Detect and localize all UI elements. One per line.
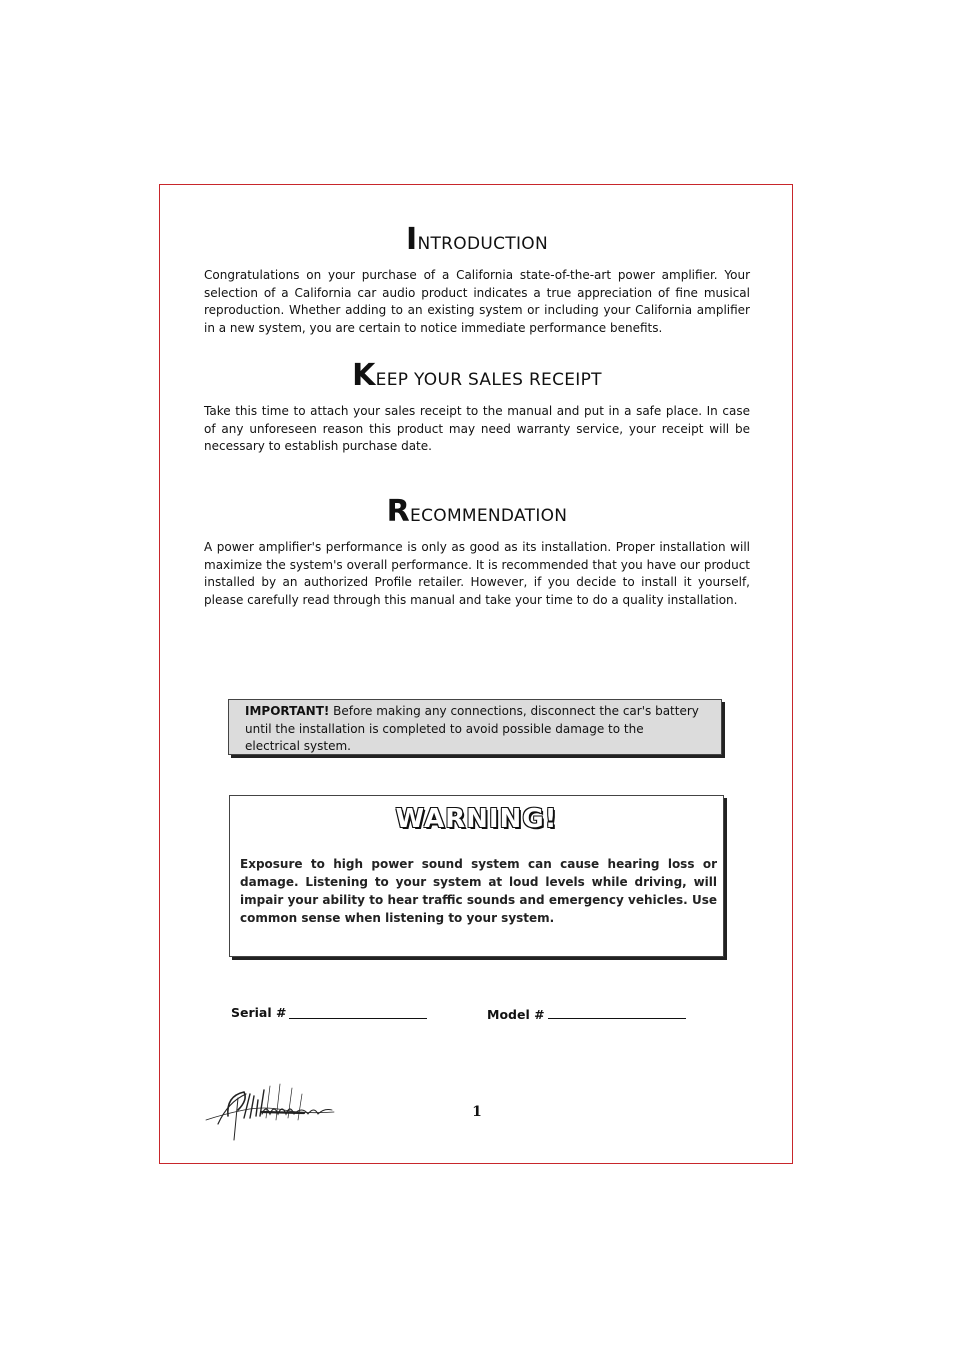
important-text: Before making any connections, disconnect the car's battery until the installation is completed to avoid possible damage to the electrical system. bbox=[245, 704, 699, 753]
heading-rest: NTRODUCTION bbox=[417, 234, 548, 254]
heading-initial: I bbox=[406, 222, 418, 257]
recommendation-text: A power amplifier's performance is only as good as its installation. Proper installation will maximize the system's overall performance. It is recommended that you have our product installed by an authorized Profile retailer. However, if you decide to install it yourself, please carefully read through this manual and take your time to do a quality installation. bbox=[204, 540, 750, 608]
keep-receipt-text: Take this time to attach your sales receipt to the manual and put in a safe place. In case of any unforeseen reason this product may need warranty service, your receipt will be necessary to establish purchase date. bbox=[204, 404, 750, 454]
model-line bbox=[548, 1018, 686, 1019]
recommendation-heading bbox=[0, 494, 954, 529]
heading-rest: ECOMMENDATION bbox=[410, 506, 568, 526]
warning-box bbox=[229, 795, 724, 957]
serial-label: Serial # bbox=[231, 1005, 287, 1020]
warning-title: WARNING! bbox=[395, 804, 558, 834]
heading-rest: EEP YOUR SALES RECEIPT bbox=[375, 370, 602, 390]
heading-initial: K bbox=[352, 358, 376, 393]
important-label: IMPORTANT! bbox=[245, 704, 330, 718]
heading-initial: R bbox=[386, 494, 411, 529]
model-label: Model # bbox=[487, 1007, 545, 1022]
keep-receipt-heading bbox=[0, 358, 954, 393]
introduction-heading bbox=[0, 222, 954, 257]
important-notice bbox=[228, 699, 722, 755]
page-number: 1 bbox=[472, 1104, 482, 1120]
introduction-text: Congratulations on your purchase of a California state-of-the-art power amplifier. Your selection of a California car audio product indicates a true appreciation of fine musical reproduction. Whether adding to an existing system or including your California amplifier in a new system, you are certain to notice immediate performance benefits. bbox=[204, 268, 750, 336]
serial-line bbox=[289, 1018, 427, 1019]
warning-text: Exposure to high power sound system can cause hearing loss or damage. Listening to your system at loud levels while driving, will impair your ability to hear traffic sounds and emergency vehicles. Use common sense when listening to your system. bbox=[240, 857, 717, 925]
